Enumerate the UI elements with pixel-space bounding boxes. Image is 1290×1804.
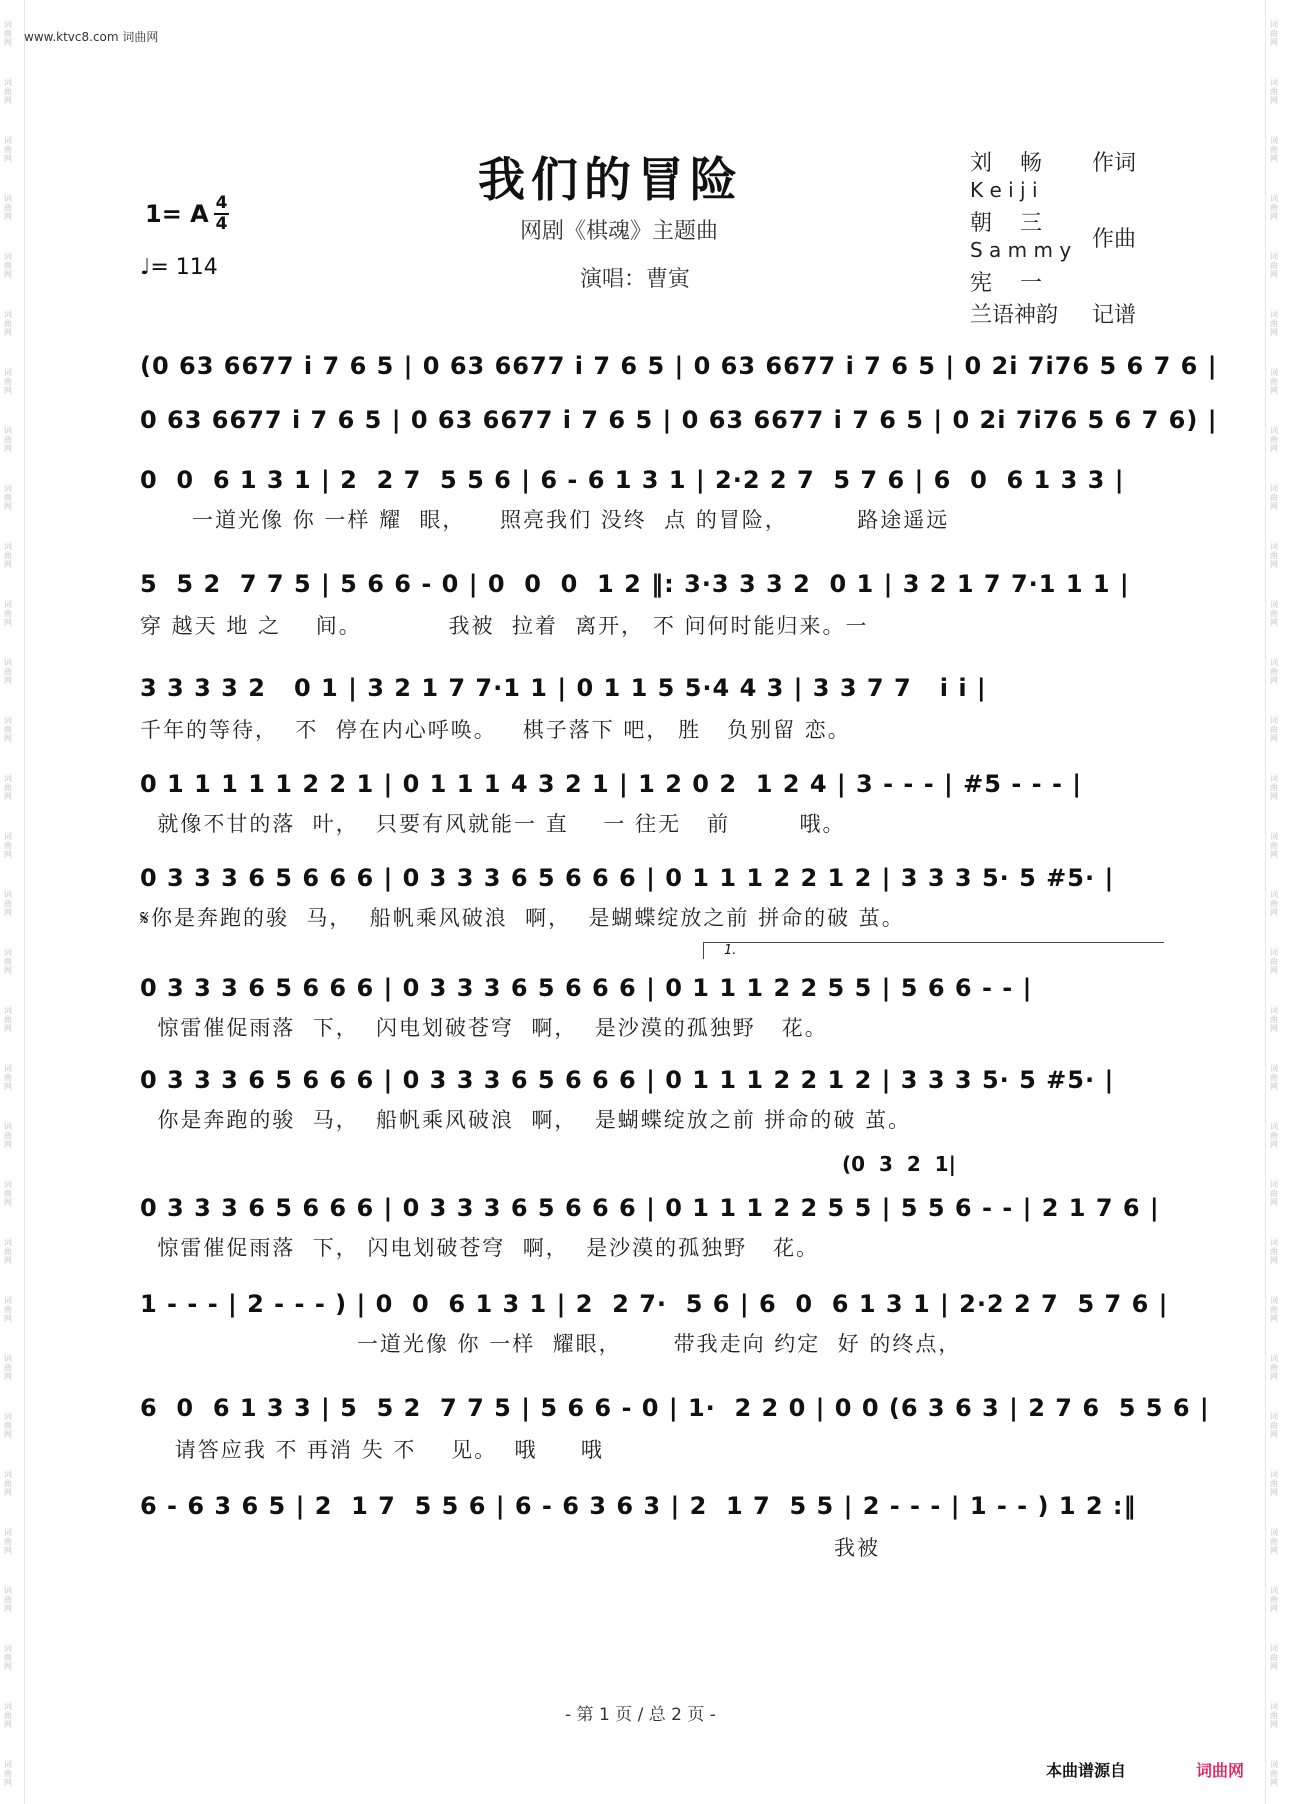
notation-row-8: 0 3 3 3 6 5 6 6 6 | 0 3 3 3 6 5 6 6 6 | 0 1 1 1 2 2 5 5 | 5 6 6 - - | [140,974,1033,1002]
side-watermark-text: 词曲网 [1270,1180,1278,1207]
time-top: 4 [215,193,228,213]
lyric-row-4: 穿 越天 地 之 间。 我被 拉着 离开， 不 问何时能归来。一 [140,614,869,638]
page-number: - 第 1 页 / 总 2 页 - [565,1705,716,1725]
notation-row-7: 0 3 3 3 6 5 6 6 6 | 0 3 3 3 6 5 6 6 6 | 0 1 1 1 2 2 1 2 | 3 3 3 5· 5 #5· | [140,864,1115,892]
song-subtitle: 网剧《棋魂》主题曲 [520,219,719,244]
side-watermark-text: 词曲网 [1270,426,1278,453]
lyric-row-13: 我被 [140,1536,881,1560]
right-watermark-strip [1265,0,1290,1804]
singer: 演唱：曹寅 [580,267,691,292]
notation-row-13: 6 - 6 3 6 5 | 2 1 7 5 5 6 | 6 - 6 3 6 3 | 2 1 7 5 5 | 2 - - - | 1 - - ) 1 2 :‖ [140,1492,1137,1520]
notation-row-5: 3 3 3 3 2 0 1 | 3 2 1 7 7·1 1 | 0 1 1 5 5·4 4 3 | 3 3 7 7 i i | [140,674,987,702]
side-watermark-text: 词曲网 [4,1180,12,1207]
side-watermark-text: 词曲网 [4,1238,12,1265]
side-watermark-text: 词曲网 [1270,832,1278,859]
side-watermark-text: 词曲网 [1270,1586,1278,1613]
side-watermark-text: 词曲网 [1270,1760,1278,1787]
side-watermark-text: 词曲网 [1270,774,1278,801]
notation-row-3: 0 0 6 1 3 1 | 2 2 7 5 5 6 | 6 - 6 1 3 1 | 2·2 2 7 5 7 6 | 6 0 6 1 3 3 | [140,466,1125,494]
side-watermark-text: 词曲网 [4,542,12,569]
side-watermark-text: 词曲网 [1270,600,1278,627]
side-watermark-text: 词曲网 [4,890,12,917]
side-watermark-text: 词曲网 [1270,1296,1278,1323]
side-watermark-text: 词曲网 [4,252,12,279]
side-watermark-text: 词曲网 [4,600,12,627]
composer-role: 作曲 [1092,227,1137,252]
side-watermark-text: 词曲网 [1270,78,1278,105]
side-watermark-text: 词曲网 [4,1006,12,1033]
lyric-row-12: 请答应我 不 再消 失 不 见。 哦 哦 [140,1438,604,1462]
side-watermark-text: 词曲网 [4,1296,12,1323]
notation-row-10: 0 3 3 3 6 5 6 6 6 | 0 3 3 3 6 5 6 6 6 | 0 1 1 1 2 2 5 5 | 5 5 6 - - | 2 1 7 6 | [140,1194,1160,1222]
lyric-row-8: 惊雷催促雨落 下， 闪电划破苍穹 啊， 是沙漠的孤独野 花。 [140,1016,828,1040]
notation-row-9: 0 3 3 3 6 5 6 6 6 | 0 3 3 3 6 5 6 6 6 | 0 1 1 1 2 2 1 2 | 3 3 3 5· 5 #5· | [140,1066,1115,1094]
key-signature: 1= A [145,200,209,228]
side-watermark-text: 词曲网 [4,1760,12,1787]
side-watermark-text: 词曲网 [4,426,12,453]
lyric-row-5: 千年的等待， 不 停在内心呼唤。 棋子落下 吧， 胜 负别留 恋。 [140,718,851,742]
side-watermark-text: 词曲网 [4,20,12,47]
side-watermark-text: 词曲网 [1270,1354,1278,1381]
side-watermark-text: 词曲网 [4,832,12,859]
side-watermark-text: 词曲网 [1270,890,1278,917]
side-watermark-text: 词曲网 [4,1412,12,1439]
side-watermark-text: 词曲网 [1270,716,1278,743]
side-watermark-text: 词曲网 [4,1586,12,1613]
side-watermark-text: 词曲网 [1270,1644,1278,1671]
transcriber-name: 兰语神韵 [970,303,1059,328]
side-watermark-text: 词曲网 [4,136,12,163]
side-watermark-text: 词曲网 [1270,20,1278,47]
side-watermark-text: 词曲网 [4,78,12,105]
side-watermark-text: 词曲网 [1270,252,1278,279]
side-watermark-text: 词曲网 [1270,484,1278,511]
transcriber-role: 记谱 [1092,303,1137,328]
side-watermark-text: 词曲网 [1270,1412,1278,1439]
time-signature [214,194,229,234]
side-watermark-text: 词曲网 [4,484,12,511]
composer-4: 宪 一 [970,271,1042,296]
lyric-row-9: 你是奔跑的骏 马， 船帆乘风破浪 啊， 是蝴蝶绽放之前 拼命的破 茧。 [140,1108,912,1132]
side-watermark-text: 词曲网 [4,774,12,801]
left-watermark-strip [0,0,25,1804]
side-watermark-text: 词曲网 [1270,1470,1278,1497]
notation-row-11: 1 - - - | 2 - - - ) | 0 0 6 1 3 1 | 2 2 7· 5 6 | 6 0 6 1 3 1 | 2·2 2 7 5 7 6 | [140,1290,1169,1318]
notation-row-12: 6 0 6 1 3 3 | 5 5 2 7 7 5 | 5 6 6 - 0 | 1· 2 2 0 | 0 0 (6 3 6 3 | 2 7 6 5 5 6 | [140,1394,1210,1422]
source-label: 本曲谱源自 [1046,1761,1127,1780]
source-site-link[interactable]: 词曲网 [1196,1761,1245,1780]
side-watermark-text: 词曲网 [4,1470,12,1497]
side-watermark-text: 词曲网 [1270,1238,1278,1265]
side-watermark-text: 词曲网 [4,368,12,395]
song-title: 我们的冒险 [478,153,743,208]
volta-bracket: 1. [703,942,1164,959]
notation-row-6: 0 1 1 1 1 1 2 2 1 | 0 1 1 1 4 3 2 1 | 1 2 0 2 1 2 4 | 3 - - - | #5 - - - | [140,770,1083,798]
composer-3: S a m m y [970,238,1072,262]
bracket-intro-notes: (0 3 2 1| [842,1152,956,1176]
side-watermark-text: 词曲网 [4,1528,12,1555]
side-watermark-text: 词曲网 [4,194,12,221]
lyric-row-6: 就像不甘的落 叶， 只要有风就能一 直 一 往无 前 哦。 [140,812,846,836]
lyric-row-3: 一道光像 你 一样 耀 眼， 照亮我们 没终 点 的冒险， 路途遥远 [140,508,950,532]
side-watermark-text: 词曲网 [1270,1702,1278,1729]
composer-1: K e i j i [970,178,1038,202]
side-watermark-text: 词曲网 [1270,948,1278,975]
lyricist-name: 刘 畅 [970,151,1042,176]
time-bottom: 4 [215,214,228,234]
side-watermark-text: 词曲网 [4,310,12,337]
side-watermark-text: 词曲网 [1270,1064,1278,1091]
side-watermark-text: 词曲网 [1270,310,1278,337]
side-watermark-text: 词曲网 [1270,194,1278,221]
side-watermark-text: 词曲网 [4,1122,12,1149]
side-watermark-text: 词曲网 [4,1064,12,1091]
side-watermark-text: 词曲网 [4,658,12,685]
side-watermark-text: 词曲网 [4,716,12,743]
notation-row-2: 0 63 6677 i 7 6 5 | 0 63 6677 i 7 6 5 | 0 63 6677 i 7 6 5 | 0 2i 7i76 5 6 7 6) | [140,406,1218,434]
composer-2: 朝 三 [970,211,1042,236]
side-watermark-text: 词曲网 [4,1644,12,1671]
side-watermark-text: 词曲网 [1270,1528,1278,1555]
side-watermark-text: 词曲网 [4,1354,12,1381]
site-watermark: www.ktvc8.com 词曲网 [24,30,159,44]
notation-row-1: (0 63 6677 i 7 6 5 | 0 63 6677 i 7 6 5 | 0 63 6677 i 7 6 5 | 0 2i 7i76 5 6 7 6 | [140,352,1218,380]
side-watermark-text: 词曲网 [1270,1006,1278,1033]
lyricist-role: 作词 [1092,151,1137,176]
lyric-row-11: 一道光像 你 一样 耀眼， 带我走向 约定 好 的终点， [140,1332,962,1356]
side-watermark-text: 词曲网 [4,948,12,975]
side-watermark-text: 词曲网 [1270,368,1278,395]
side-watermark-text: 词曲网 [1270,136,1278,163]
side-watermark-text: 词曲网 [1270,658,1278,685]
notation-row-4: 5 5 2 7 7 5 | 5 6 6 - 0 | 0 0 0 1 2 ‖: 3·3 3 3 2 0 1 | 3 2 1 7 7·1 1 1 | [140,570,1130,598]
tempo-marking: ♩= 114 [140,255,218,280]
lyric-row-10: 惊雷催促雨落 下， 闪电划破苍穹 啊， 是沙漠的孤独野 花。 [140,1236,820,1260]
side-watermark-text: 词曲网 [1270,1122,1278,1149]
lyric-row-7: 𝄋你是奔跑的骏 马， 船帆乘风破浪 啊， 是蝴蝶绽放之前 拼命的破 茧。 [140,906,905,930]
side-watermark-text: 词曲网 [1270,542,1278,569]
side-watermark-text: 词曲网 [4,1702,12,1729]
